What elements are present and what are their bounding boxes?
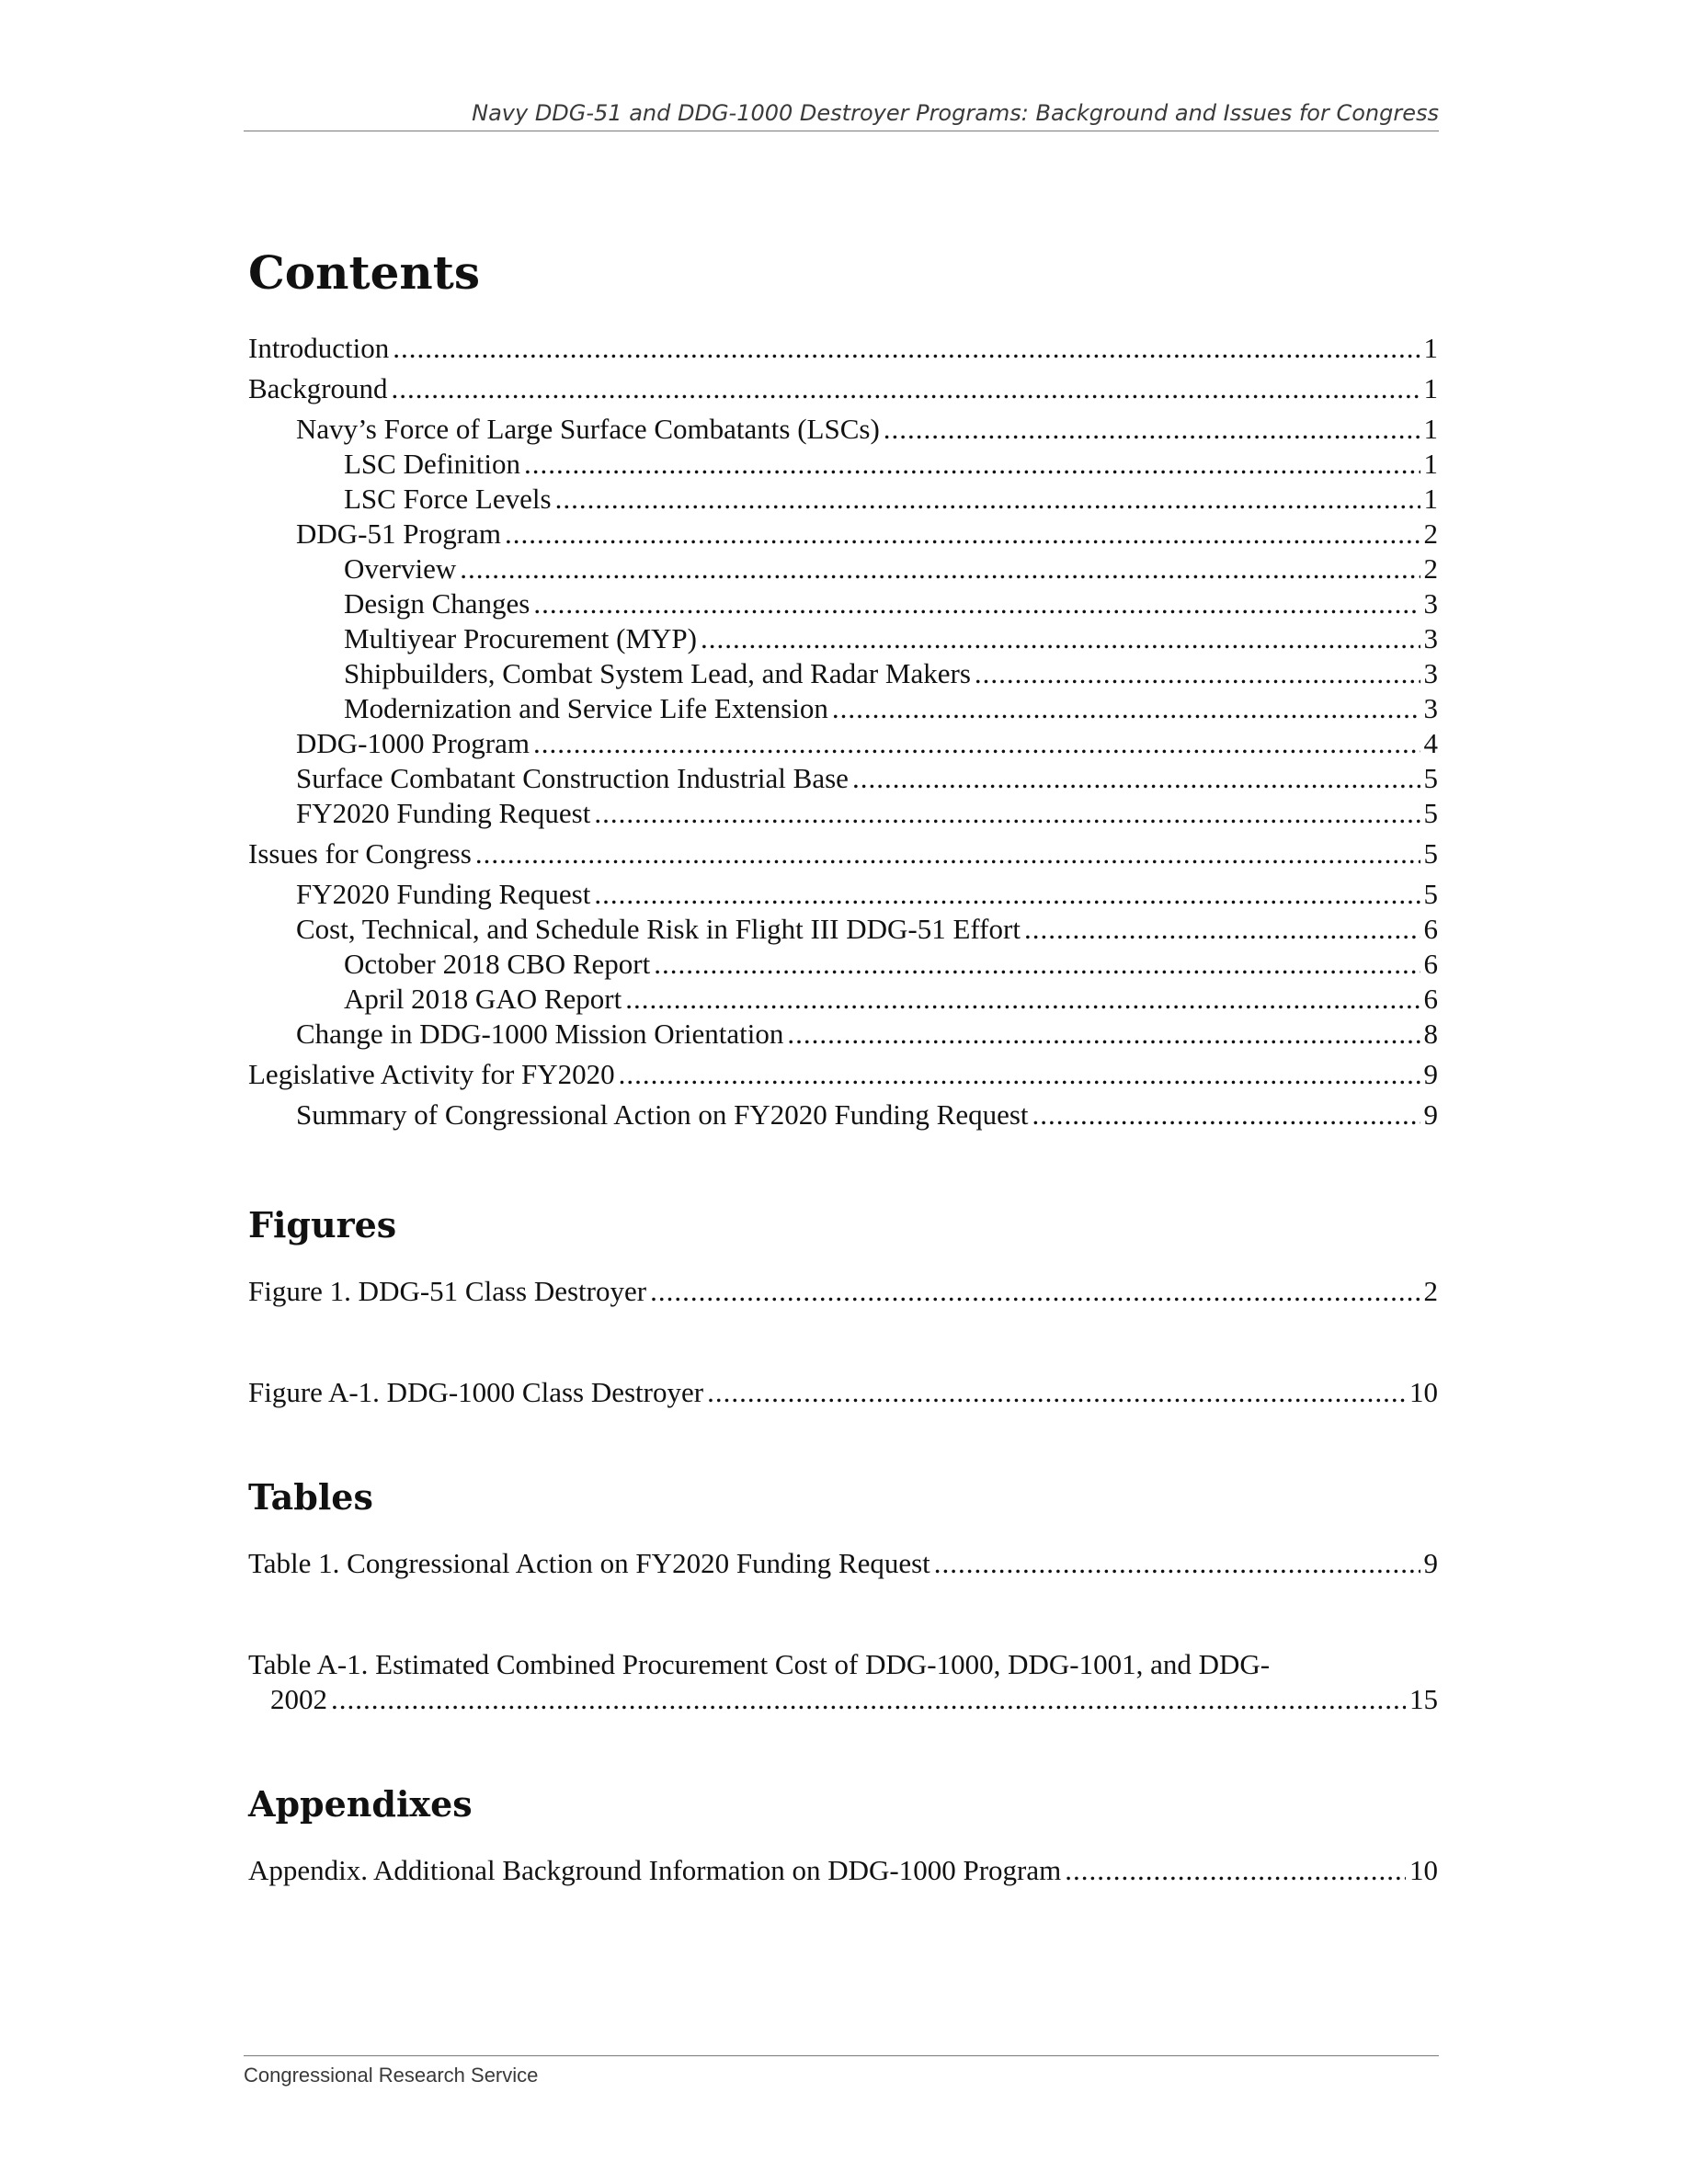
toc-entry-page: 5 bbox=[1423, 797, 1438, 829]
toc-entry-page: 1 bbox=[1423, 372, 1438, 404]
toc-entry-label: Issues for Congress bbox=[248, 837, 472, 870]
toc-entry-page: 10 bbox=[1409, 1854, 1438, 1886]
toc-entry-label: DDG-51 Program bbox=[296, 518, 501, 550]
leader-dots bbox=[701, 621, 1420, 656]
toc-entry-label: Appendix. Additional Background Information on DDG-1000 Program bbox=[248, 1854, 1062, 1886]
toc-entry-figure-a1[interactable] bbox=[248, 1375, 1438, 1410]
toc-entry-multiyear-procurement[interactable] bbox=[248, 621, 1438, 656]
toc-entry-label: Shipbuilders, Combat System Lead, and Radar Makers bbox=[344, 657, 971, 689]
tables-heading: Tables bbox=[248, 1476, 373, 1518]
toc-entry-page: 9 bbox=[1423, 1098, 1438, 1131]
toc-entry-label: October 2018 CBO Report bbox=[344, 948, 651, 980]
toc-entry-label: Introduction bbox=[248, 332, 390, 364]
toc-entry-page: 8 bbox=[1423, 1018, 1438, 1050]
toc-entry-introduction[interactable] bbox=[248, 331, 1438, 366]
toc-entry-overview[interactable] bbox=[248, 552, 1438, 586]
toc-entry-page: 3 bbox=[1423, 622, 1438, 654]
toc-entry-ddg51-program[interactable] bbox=[248, 517, 1438, 552]
toc-entry-label: LSC Definition bbox=[344, 448, 521, 480]
toc-entry-page: 15 bbox=[1409, 1683, 1438, 1715]
leader-dots bbox=[392, 371, 1420, 406]
toc-entry-label: Overview bbox=[344, 552, 457, 585]
toc-entry-ddg1000-program[interactable] bbox=[248, 726, 1438, 761]
toc-entry-label: Table 1. Congressional Action on FY2020 Funding Request bbox=[248, 1547, 930, 1579]
toc-entry-industrial-base[interactable] bbox=[248, 761, 1438, 796]
toc-entry-page: 6 bbox=[1423, 948, 1438, 980]
toc-entry-page: 1 bbox=[1423, 413, 1438, 445]
toc-entry-page: 6 bbox=[1423, 913, 1438, 945]
toc-entry-legislative-activity[interactable] bbox=[248, 1057, 1438, 1092]
toc-entry-page: 5 bbox=[1423, 762, 1438, 794]
toc-entry-page: 2 bbox=[1423, 552, 1438, 585]
toc-entry-lsc-definition[interactable] bbox=[248, 447, 1438, 482]
toc-entry-page: 3 bbox=[1423, 587, 1438, 620]
toc-entry-page: 3 bbox=[1423, 657, 1438, 689]
toc-entry-label: Change in DDG-1000 Mission Orientation bbox=[296, 1018, 784, 1050]
leader-dots bbox=[1024, 912, 1420, 947]
toc-entry-label: Summary of Congressional Action on FY2020 Funding Request bbox=[296, 1098, 1029, 1131]
leader-dots bbox=[393, 331, 1420, 366]
toc-entry-figure-1[interactable] bbox=[248, 1274, 1438, 1309]
toc-entry-page: 5 bbox=[1423, 837, 1438, 870]
leader-dots bbox=[852, 761, 1420, 796]
toc-entry-page: 9 bbox=[1423, 1058, 1438, 1090]
leader-dots bbox=[650, 1274, 1420, 1309]
toc-entry-gao-report[interactable] bbox=[248, 982, 1438, 1017]
toc-entry-label: Figure A-1. DDG-1000 Class Destroyer bbox=[248, 1376, 704, 1408]
toc-entry-appendix[interactable] bbox=[248, 1853, 1438, 1888]
toc-entry-background[interactable] bbox=[248, 371, 1438, 406]
leader-dots bbox=[533, 586, 1420, 621]
toc-entry-label: Modernization and Service Life Extension bbox=[344, 692, 828, 724]
toc-entry-page: 6 bbox=[1423, 983, 1438, 1015]
toc-entry-page: 9 bbox=[1423, 1547, 1438, 1579]
toc-entry-page: 3 bbox=[1423, 692, 1438, 724]
leader-dots bbox=[1032, 1098, 1420, 1132]
leader-dots bbox=[505, 517, 1420, 552]
toc-entry-page: 2 bbox=[1423, 1275, 1438, 1307]
toc-entry-page: 1 bbox=[1423, 448, 1438, 480]
leader-dots bbox=[331, 1682, 1406, 1717]
toc-entry-fy2020-funding-request-issues[interactable] bbox=[248, 877, 1438, 912]
leader-dots bbox=[832, 691, 1420, 726]
leader-dots bbox=[594, 796, 1420, 831]
toc-entry-summary-congressional-action[interactable] bbox=[248, 1098, 1438, 1132]
toc-entry-shipbuilders[interactable] bbox=[248, 656, 1438, 691]
running-footer: Congressional Research Service bbox=[244, 2055, 1439, 2089]
leader-dots bbox=[475, 836, 1420, 871]
toc-entry-label: Legislative Activity for FY2020 bbox=[248, 1058, 615, 1090]
toc-entry-lsc-force-levels[interactable] bbox=[248, 482, 1438, 517]
toc-entry-issues-for-congress[interactable] bbox=[248, 836, 1438, 871]
toc-entry-label: DDG-1000 Program bbox=[296, 727, 530, 759]
toc-entry-table-a1[interactable] bbox=[248, 1682, 1438, 1717]
toc-entry-label: Figure 1. DDG-51 Class Destroyer bbox=[248, 1275, 647, 1307]
leader-dots bbox=[934, 1546, 1420, 1581]
toc-entry-label: Multiyear Procurement (MYP) bbox=[344, 622, 697, 654]
leader-dots bbox=[787, 1017, 1420, 1052]
leader-dots bbox=[619, 1057, 1420, 1092]
toc-entry-flight-iii-risk[interactable] bbox=[248, 912, 1438, 947]
leader-dots bbox=[533, 726, 1420, 761]
toc-entry-navy-force-lscs[interactable] bbox=[248, 412, 1438, 447]
toc-entry-page: 4 bbox=[1423, 727, 1438, 759]
appendixes-heading: Appendixes bbox=[248, 1783, 473, 1825]
toc-entry-label: 2002 bbox=[270, 1683, 327, 1715]
running-header: Navy DDG-51 and DDG-1000 Destroyer Programs: Background and Issues for Congress bbox=[244, 96, 1439, 131]
figures-heading: Figures bbox=[248, 1204, 397, 1246]
toc-entry-page: 5 bbox=[1423, 878, 1438, 910]
toc-entry-table-1[interactable] bbox=[248, 1546, 1438, 1581]
toc-entry-label: Navy’s Force of Large Surface Combatants (LSCs) bbox=[296, 413, 880, 445]
toc-entry-modernization[interactable] bbox=[248, 691, 1438, 726]
toc-entry-design-changes[interactable] bbox=[248, 586, 1438, 621]
toc-entry-label: Cost, Technical, and Schedule Risk in Flight III DDG-51 Effort bbox=[296, 913, 1021, 945]
leader-dots bbox=[524, 447, 1420, 482]
toc-entry-label: LSC Force Levels bbox=[344, 483, 552, 515]
toc-entry-label: FY2020 Funding Request bbox=[296, 797, 591, 829]
toc-entry-cbo-report[interactable] bbox=[248, 947, 1438, 982]
toc-entry-page: 1 bbox=[1423, 332, 1438, 364]
toc-entry-table-a1-line1[interactable]: Table A-1. Estimated Combined Procurement Cost of DDG-1000, DDG-1001, and DDG- bbox=[248, 1648, 1271, 1680]
toc-entry-fy2020-funding-request[interactable] bbox=[248, 796, 1438, 831]
leader-dots bbox=[707, 1375, 1406, 1410]
leader-dots bbox=[884, 412, 1420, 447]
toc-entry-label: Surface Combatant Construction Industrial Base bbox=[296, 762, 849, 794]
toc-entry-page: 1 bbox=[1423, 483, 1438, 515]
toc-entry-page: 2 bbox=[1423, 518, 1438, 550]
toc-entry-page: 10 bbox=[1409, 1376, 1438, 1408]
leader-dots bbox=[555, 482, 1420, 517]
contents-heading: Contents bbox=[248, 245, 481, 300]
leader-dots bbox=[654, 947, 1420, 982]
leader-dots bbox=[625, 982, 1420, 1017]
toc-entry-label: April 2018 GAO Report bbox=[344, 983, 622, 1015]
toc-entry-mission-orientation[interactable] bbox=[248, 1017, 1438, 1052]
toc-entry-label: Design Changes bbox=[344, 587, 530, 620]
toc-entry-label: Background bbox=[248, 372, 388, 404]
leader-dots bbox=[1065, 1853, 1406, 1888]
leader-dots bbox=[460, 552, 1420, 586]
toc-entry-label: FY2020 Funding Request bbox=[296, 878, 591, 910]
leader-dots bbox=[975, 656, 1420, 691]
leader-dots bbox=[594, 877, 1420, 912]
